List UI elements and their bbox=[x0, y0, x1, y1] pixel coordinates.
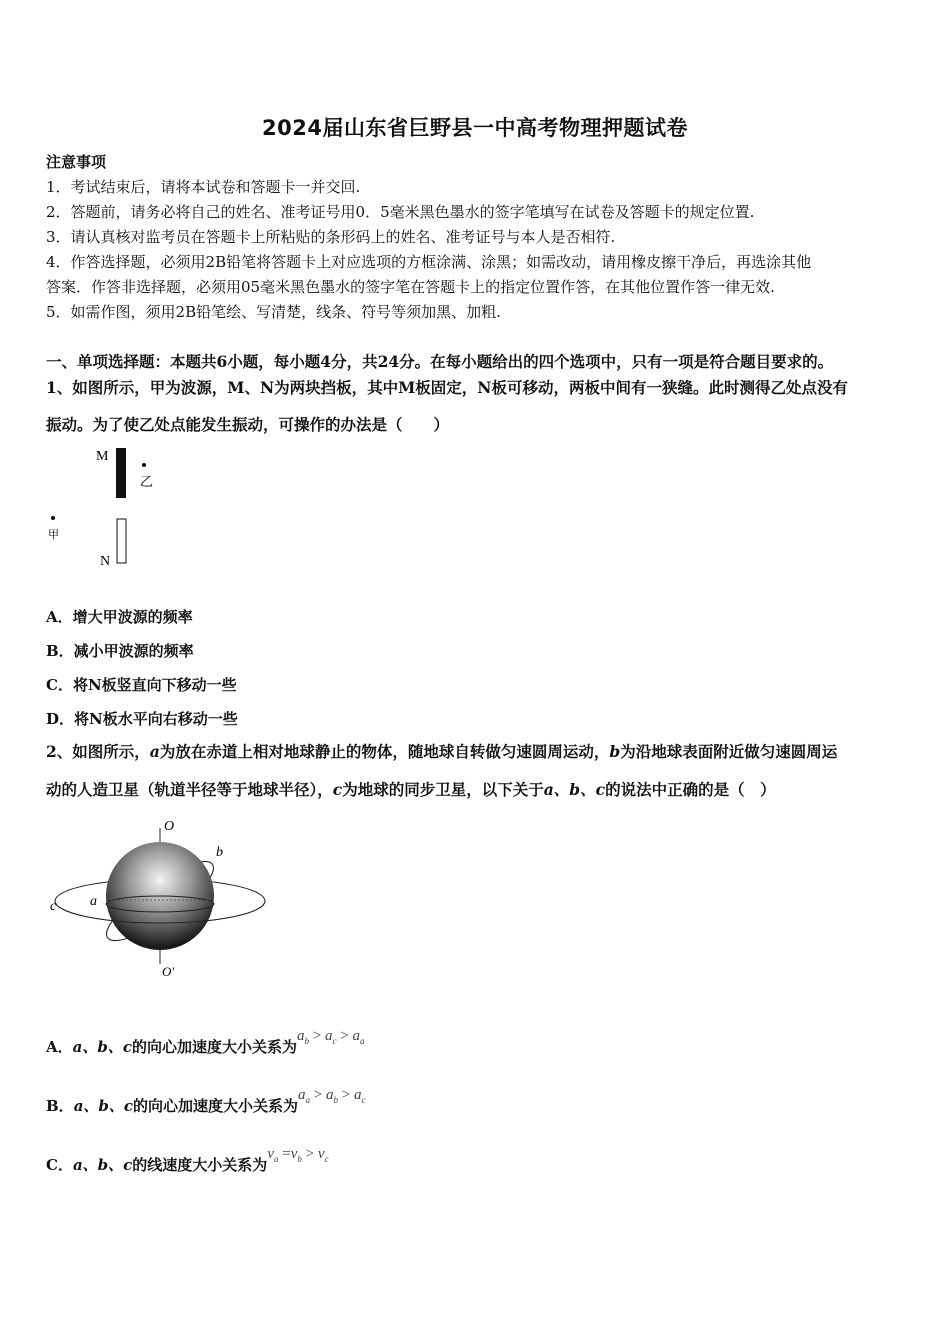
label-n: N bbox=[100, 554, 111, 569]
section-heading: 一、单项选择题：本题共6小题，每小题4分，共24分。在每小题给出的四个选项中，只有一项是符合题目要求的。 bbox=[46, 352, 834, 371]
point-jia bbox=[51, 516, 55, 520]
formula: $v_a =v_b > v_c$ bbox=[267, 1146, 329, 1164]
q1-barrier-figure bbox=[40, 440, 170, 575]
label-o-prime: O′ bbox=[162, 964, 175, 979]
label-o: O bbox=[164, 819, 175, 834]
q2-earth-orbit-figure bbox=[44, 814, 274, 982]
notice-heading: 注意事项 bbox=[46, 153, 107, 171]
barrier-n bbox=[117, 519, 126, 563]
q2-option-b: B．a、b、c的向心加速度大小关系为$a_a > a_b > a_c$ bbox=[46, 1087, 366, 1115]
q1-option-a: A．增大甲波源的频率 bbox=[46, 608, 193, 626]
label-a: a bbox=[90, 894, 97, 909]
q1-option-d: D．将N板水平向右移动一些 bbox=[46, 710, 238, 728]
notice-item: 5．如需作图，须用2B铅笔绘、写清楚，线条、符号等须加黑、加粗. bbox=[46, 303, 501, 321]
formula: $a_b > a_c > a_a$ bbox=[297, 1028, 365, 1046]
page-title: 2024届山东省巨野县一中高考物理押题试卷 bbox=[262, 116, 688, 140]
label-b: b bbox=[216, 845, 223, 860]
label-c: c bbox=[50, 899, 57, 914]
point-yi bbox=[142, 463, 146, 467]
q1-option-c: C．将N板竖直向下移动一些 bbox=[46, 676, 237, 694]
q1-stem-line2: 振动。为了使乙处点能发生振动，可操作的办法是（ ） bbox=[46, 415, 450, 434]
barrier-m bbox=[116, 448, 126, 498]
notice-item: 3．请认真核对监考员在答题卡上所粘贴的条形码上的姓名、准考证号与本人是否相符. bbox=[46, 228, 616, 246]
formula: $a_a > a_b > a_c$ bbox=[298, 1087, 366, 1105]
q2-option-a: A．a、b、c的向心加速度大小关系为$a_b > a_c > a_a$ bbox=[46, 1028, 365, 1056]
label-yi: 乙 bbox=[140, 474, 154, 489]
q2-stem-line1: 2、如图所示，a为放在赤道上相对地球静止的物体，随地球自转做匀速圆周运动，b为沿地球表面附近做匀速圆周运 bbox=[46, 742, 838, 761]
notice-item: 2．答题前，请务必将自己的姓名、准考证号用0．5毫米黑色墨水的签字笔填写在试卷及答题卡的规定位置. bbox=[46, 203, 755, 221]
label-m: M bbox=[96, 449, 109, 464]
label-jia: 甲 bbox=[48, 529, 59, 541]
q2-stem-line2: 动的人造卫星（轨道半径等于地球半径），c为地球的同步卫星，以下关于a、b、c的说法中正确的是（ ） bbox=[46, 780, 776, 799]
notice-item: 答案．作答非选择题，必须用05毫米黑色墨水的签字笔在答题卡上的指定位置作答，在其他位置作答一律无效. bbox=[46, 278, 775, 296]
notice-item: 4．作答选择题，必须用2B铅笔将答题卡上对应选项的方框涂满、涂黑；如需改动，请用橡皮擦干净后，再选涂其他 bbox=[46, 253, 812, 271]
q1-option-b: B．减小甲波源的频率 bbox=[46, 642, 194, 660]
q1-stem-line1: 1、如图所示，甲为波源，M、N为两块挡板，其中M板固定，N板可移动，两板中间有一狭缝。此时测得乙处点没有 bbox=[46, 378, 848, 397]
q2-option-c: C．a、b、c的线速度大小关系为$v_a =v_b > v_c$ bbox=[46, 1146, 329, 1174]
notice-item: 1．考试结束后，请将本试卷和答题卡一并交回. bbox=[46, 178, 361, 196]
